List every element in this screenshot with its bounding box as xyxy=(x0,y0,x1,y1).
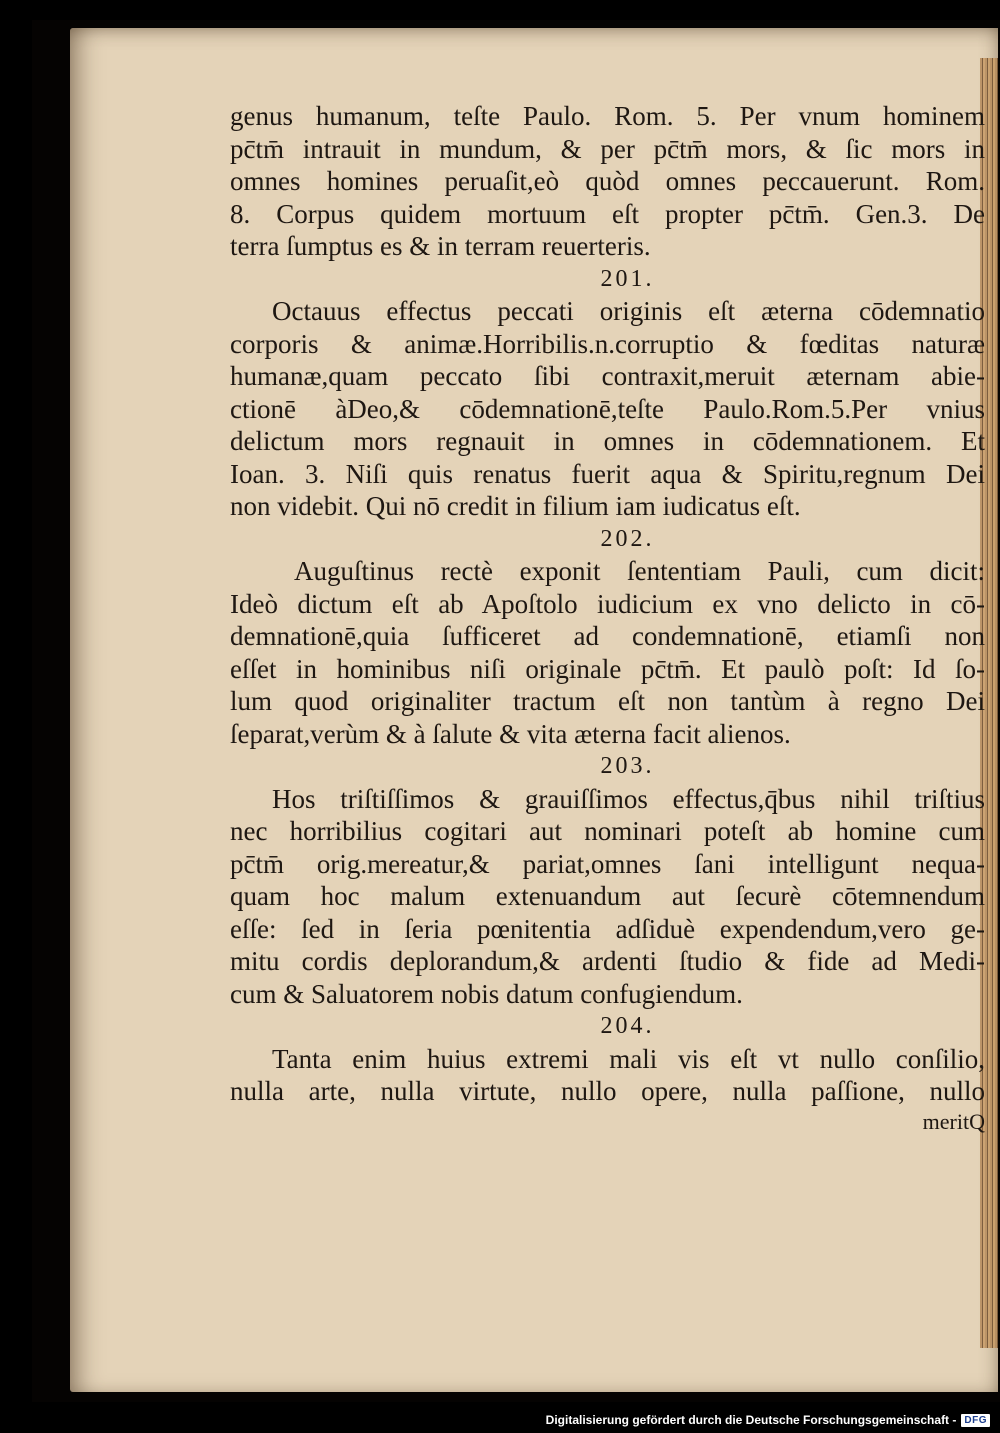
section-number-203: 203. xyxy=(600,753,655,779)
text-line: Ioan. 3. Niſi quis renatus fuerit aqua & Spiritu,regnum Dei xyxy=(230,458,985,489)
text-line: Ideò dictum eſt ab Apoſtolo iudicium ex vno delicto in cō- xyxy=(230,588,985,619)
text-line: pc̄tm̄ intrauit in mundum, & per pc̄tm̄ mors, & ſic mors in xyxy=(230,133,985,164)
text-line: corporis & animæ.Horribilis.n.corruptio & fœditas naturæ xyxy=(230,328,985,359)
text-line: genus humanum, teſte Paulo. Rom. 5. Per vnum hominem xyxy=(230,101,985,131)
footer-credit-text: Digitalisierung gefördert durch die Deutsche Forschungsgemeinschaft - xyxy=(545,1413,957,1427)
catchword: meritQ xyxy=(922,1108,985,1134)
text-line: mitu cordis deplorandum,& ardenti ſtudio & fide ad Medi- xyxy=(230,946,985,976)
text-line: 8. Corpus quidem mortuum eſt propter pc̄tm̄. Gen.3. De xyxy=(230,198,985,229)
text-line: pc̄tm̄ orig.mereatur,& pariat,omnes ſani intelligunt nequa- xyxy=(230,848,985,879)
page-text-block xyxy=(230,100,985,1138)
text-line: omnes homines peruaſit,eò quòd omnes peccauerunt. Rom. xyxy=(230,166,985,196)
section-number-202: 202. xyxy=(600,525,655,552)
text-line: delictum mors regnauit in omnes in cōdemnationem. Et xyxy=(230,426,985,456)
text-line: ctionē àDeo,& cōdemnationē,teſte Paulo.Rom.5.Per vnius xyxy=(230,393,985,424)
text-line: non videbit. Qui nō credit in filium iam iudicatus eſt. xyxy=(230,491,801,521)
text-line: Hos triſtiſſimos & grauiſſimos effectus,q̄bus nihil triſtius xyxy=(272,783,985,814)
text-line: eſſet in hominibus niſi originale pc̄tm̄. Et paulò poſt: Id ſo- xyxy=(230,653,985,684)
text-line: lum quod originaliter tractum eſt non tantùm à regno Dei xyxy=(230,686,985,716)
dfg-logo-icon: DFG xyxy=(961,1414,990,1427)
text-line: terra ſumptus es & in terram reuerteris. xyxy=(230,231,651,261)
text-line: ſeparat,verùm & à ſalute & vita æterna facit alienos. xyxy=(230,718,791,749)
text-line: nulla arte, nulla virtute, nullo opere, nulla paſſione, nullo xyxy=(230,1076,985,1106)
section-number-201: 201. xyxy=(600,265,655,292)
text-line: demnationē,quia ſufficeret ad condemnationē, etiamſi non xyxy=(230,621,985,651)
text-line: nec horribilius cogitari aut nominari poteſt ab homine cum xyxy=(230,816,985,846)
text-line: Tanta enim huius extremi mali vis eſt vt nullo conſilio, xyxy=(272,1043,985,1074)
text-line: Octauus effectus peccati originis eſt æterna cōdemnatio xyxy=(272,296,985,326)
text-line: quam hoc malum extenuandum aut ſecurè cōtemnendum xyxy=(230,881,985,911)
digitization-footer xyxy=(546,1413,990,1427)
text-line: humanæ,quam peccato ſibi contraxit,meruit æternam abie- xyxy=(230,361,985,391)
text-line: cum & Saluatorem nobis datum confugiendum. xyxy=(230,978,743,1009)
text-line: Auguſtinus rectè exponit ſententiam Pauli, cum dicit: xyxy=(294,556,985,586)
text-line: eſſe: ſed in ſeria pœnitentia adſiduè expendendum,vero ge- xyxy=(230,913,985,944)
section-number-204: 204. xyxy=(600,1013,655,1039)
